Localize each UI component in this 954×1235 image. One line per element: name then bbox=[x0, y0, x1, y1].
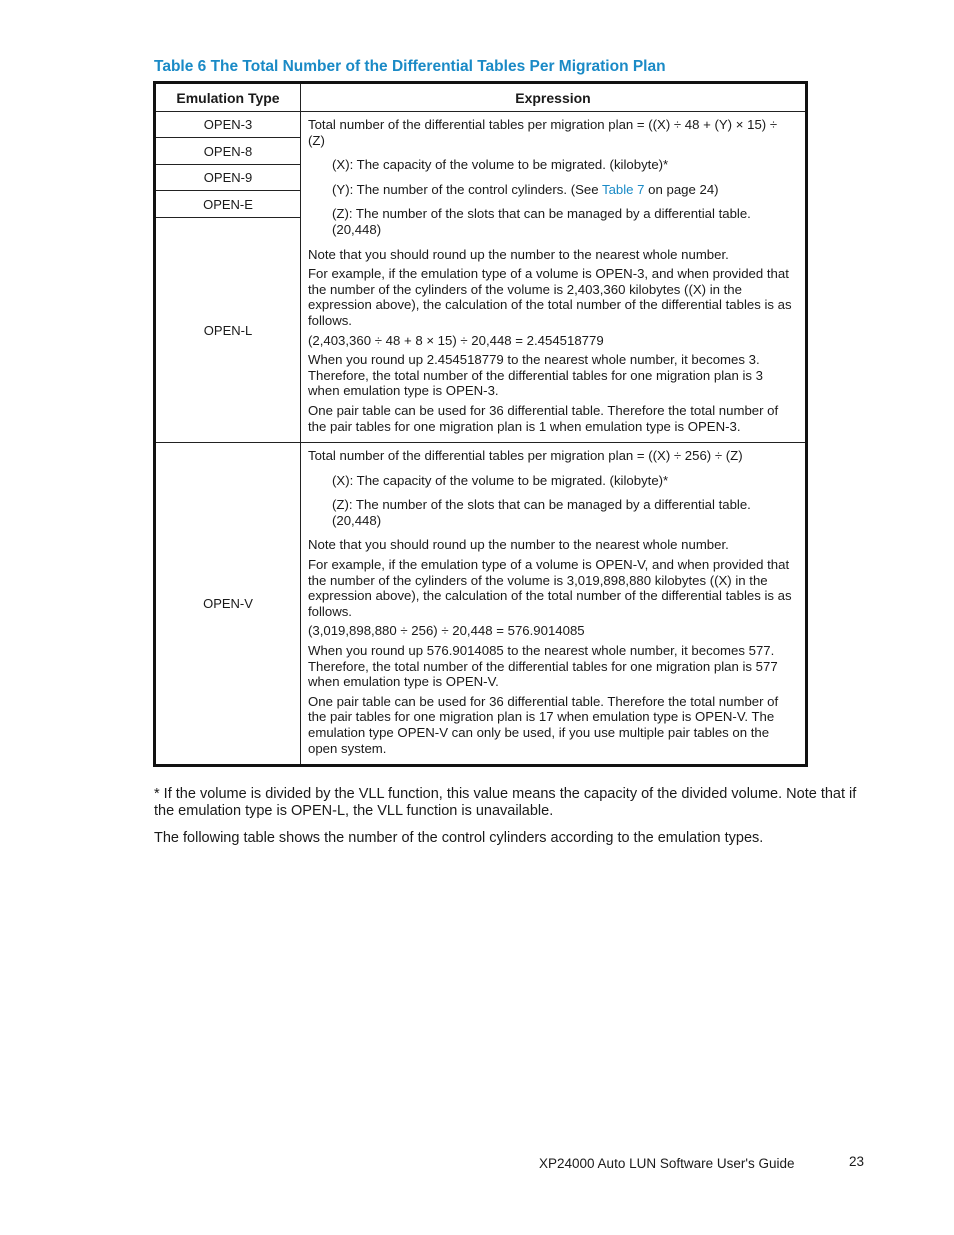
x-definition: (X): The capacity of the volume to be migrated. (kilobyte)* bbox=[332, 157, 669, 173]
following-paragraph: The following table shows the number of the control cylinders according to the emulation types. bbox=[154, 830, 764, 846]
pair-table-text: One pair table can be used for 36 differential table. Therefore the total number of the pair tables for one migration plan is 1 when emulation type is OPEN-3. bbox=[308, 402, 779, 434]
emulation-type-cell: OPEN-9 bbox=[155, 165, 301, 191]
emulation-type-cell: OPEN-8 bbox=[155, 138, 301, 165]
calculation-text: (2,403,360 ÷ 48 + 8 × 15) ÷ 20,448 = 2.454518779 bbox=[308, 332, 604, 348]
table-row bbox=[155, 112, 807, 138]
z-definition: (Z): The number of the slots that can be managed by a differential table. (20,448) bbox=[332, 206, 751, 237]
header-expression: Expression bbox=[301, 83, 807, 112]
round-up-note: Note that you should round up the number to the nearest whole number. bbox=[308, 246, 729, 262]
emulation-type-cell: OPEN-E bbox=[155, 191, 301, 218]
differential-tables-table bbox=[153, 81, 808, 767]
page-number: 23 bbox=[849, 1154, 865, 1169]
table-caption: Table 6 The Total Number of the Differential Tables Per Migration Plan bbox=[154, 58, 666, 75]
z-definition: (Z): The number of the slots that can be managed by a differential table. (20,448) bbox=[332, 497, 751, 528]
example-text: For example, if the emulation type of a volume is OPEN-V, and when provided that the number of the cylinders of the volume is 3,019,898,880 kilobytes ((X) in the expression above), the calculation of the total number of the differential tables is as follows. bbox=[308, 557, 792, 619]
footnote: * If the volume is divided by the VLL function, this value means the capacity of the divided volume. Note that if the emulation type is OPEN-L, the VLL function is unavailable. bbox=[154, 786, 857, 819]
example-text: For example, if the emulation type of a volume is OPEN-3, and when provided that the number of the cylinders of the volume is 2,403,360 kilobytes ((X) in the expression above), the calculation of the total number of the differential tables is as follows. bbox=[308, 266, 792, 328]
expression-cell-open-3-l bbox=[301, 112, 807, 443]
emulation-type-cell: OPEN-L bbox=[155, 218, 301, 443]
y-definition bbox=[308, 182, 797, 198]
x-definition: (X): The capacity of the volume to be migrated. (kilobyte)* bbox=[332, 472, 669, 488]
result-text: When you round up 576.9014085 to the nearest whole number, it becomes 577. Therefore, the total number of the differential tables for one migration plan is 577 when emulation type is OPEN-V. bbox=[308, 643, 778, 690]
formula-text: Total number of the differential tables per migration plan = ((X) ÷ 48 + (Y) × 15) ÷ (Z) bbox=[308, 117, 778, 148]
table-7-link[interactable]: Table 7 bbox=[601, 181, 645, 197]
emulation-type-cell: OPEN-V bbox=[155, 443, 301, 766]
round-up-note: Note that you should round up the number to the nearest whole number. bbox=[308, 537, 729, 553]
footer-title: XP24000 Auto LUN Software User's Guide bbox=[539, 1156, 795, 1171]
table-header-row bbox=[155, 83, 807, 112]
emulation-type-cell: OPEN-3 bbox=[155, 112, 301, 138]
calculation-text: (3,019,898,880 ÷ 256) ÷ 20,448 = 576.9014085 bbox=[308, 623, 585, 639]
table-row bbox=[155, 443, 807, 766]
formula-text: Total number of the differential tables per migration plan = ((X) ÷ 256) ÷ (Z) bbox=[308, 448, 743, 464]
y-definition-text: (Y): The number of the control cylinders. (See bbox=[332, 181, 602, 197]
expression-cell-open-v bbox=[301, 443, 807, 766]
y-definition-page: on page 24) bbox=[644, 181, 719, 197]
header-emulation-type: Emulation Type bbox=[155, 83, 301, 112]
result-text: When you round up 2.454518779 to the nearest whole number, it becomes 3. Therefore, the total number of the differential tables for one migration plan is 3 when emulation type is OPEN-3. bbox=[308, 352, 763, 399]
pair-table-text: One pair table can be used for 36 differential table. Therefore the total number of the pair tables for one migration plan is 17 when emulation type is OPEN-V. The emulation type OPEN-V can only be used, if you use multiple pair tables on the open system. bbox=[308, 693, 779, 756]
